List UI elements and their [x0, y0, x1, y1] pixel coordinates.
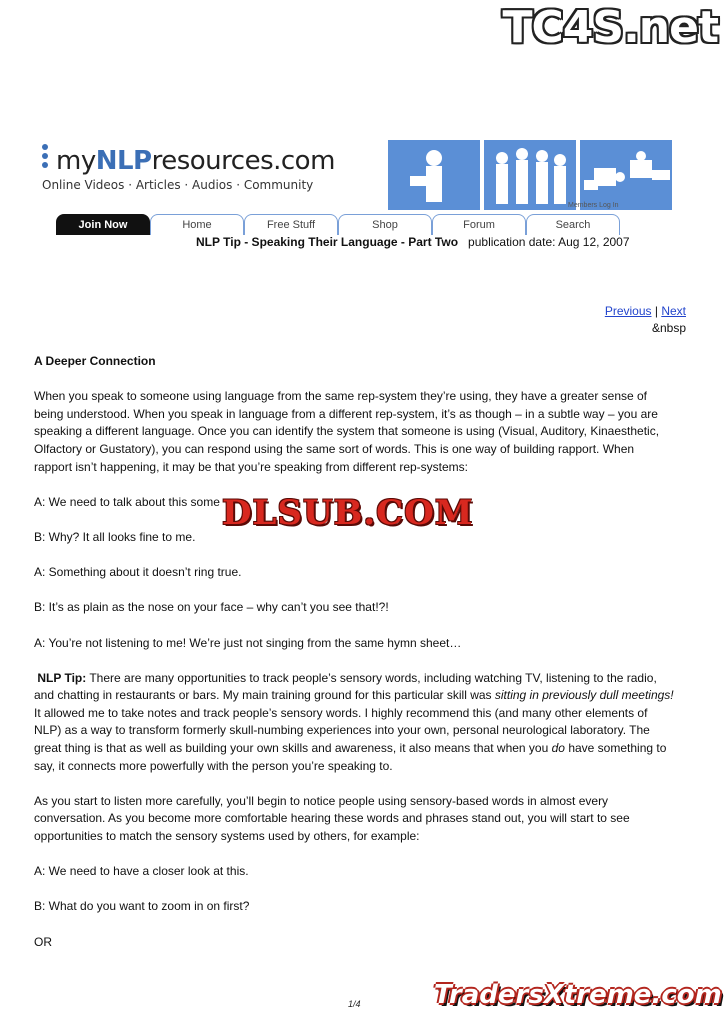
tab-home[interactable]: Home [150, 214, 244, 235]
example-line: B: What do you want to zoom in on first? [34, 899, 250, 914]
nav-bar [56, 214, 656, 236]
tab-search[interactable]: Search [526, 214, 620, 235]
tip-text-a: There are many opportunities to track people’s sensory words, including watching TV, listening to the radio, and chatting in restaurants or bars. My main training ground for this particular skill was [34, 670, 657, 703]
tip-italic: sitting in previously dull meetings! [494, 688, 674, 703]
article-body [34, 353, 674, 969]
dialogue-line: A: You’re not listening to me! We’re just not singing from the same hymn sheet… [34, 635, 462, 650]
tab-join-now[interactable]: Join Now [56, 214, 150, 235]
people-photo-1 [388, 140, 480, 210]
link-separator: | [654, 304, 658, 318]
tip-label: NLP Tip: [37, 670, 87, 685]
tip-text-b: It allowed me to take notes and track people’s sensory words. I highly recommend this (and many other elements of NLP) as a way to transform formerly skull-numbing experiences into your own, personal neurological laboratory. The great thing is that as well as building your own skills and awareness, it also means that when you [34, 705, 650, 756]
site-logo[interactable] [56, 146, 335, 176]
tip-do: do [551, 741, 565, 756]
or-text: OR [34, 934, 52, 949]
article-title-line [196, 235, 630, 249]
section-heading: A Deeper Connection [34, 354, 156, 368]
puzzle-photo [580, 140, 672, 210]
next-link[interactable]: Next [661, 304, 686, 318]
tab-free-stuff[interactable]: Free Stuff [244, 214, 338, 235]
members-login-link[interactable]: Members Log In [568, 202, 619, 209]
article-title: NLP Tip - Speaking Their Language - Part Two [196, 235, 459, 249]
nbsp-text: &nbsp [651, 321, 686, 335]
paragraph-listen: As you start to listen more carefully, you’ll begin to notice people using sensory-based words in almost every conversation. As you become more comfortable hearing these words and phrases stand out, you will start to see opportunities to match the sensory systems used by others, for example: [34, 793, 630, 844]
page-number: 1/4 [348, 999, 361, 1009]
dialogue-line: A: We need to talk about this some [34, 494, 220, 509]
example-line: A: We need to have a closer look at this. [34, 864, 249, 879]
dialogue-line: B: It’s as plain as the nose on your face – why can’t you see that!?! [34, 600, 389, 615]
dialogue-line: B: Why? It all looks fine to me. [34, 529, 196, 544]
logo-dots-icon [42, 144, 52, 174]
logo-prefix: my [56, 146, 96, 176]
tab-forum[interactable]: Forum [432, 214, 526, 235]
watermark-middle: DLSUB.COM [222, 493, 474, 533]
logo-suffix: resources.com [151, 146, 335, 176]
tip-text-c: have something to say, it connects more powerfully with the person you’re speaking to. [34, 741, 667, 773]
watermark-top: TC4S.net [502, 2, 718, 53]
dialogue-line: A: Something about it doesn’t ring true. [34, 565, 242, 580]
tab-shop[interactable]: Shop [338, 214, 432, 235]
publication-date: publication date: Aug 12, 2007 [468, 235, 630, 249]
people-photo-2 [484, 140, 576, 210]
nlp-tip-paragraph [34, 670, 674, 776]
paragraph-intro: When you speak to someone using language from the same rep-system they’re using, they have a greater sense of being understood. When you speak in language from a different rep-system, it’s as though – in a subtle way – you are speaking a different language. Once you can identify the system that someone is using (Visual, Auditory, Kinaesthetic, Olfactory or Gustatory), you can respond using the same sort of words. This is one way of building rapport. When rapport isn’t happening, it may be that you’re speaking from different rep-systems: [34, 389, 660, 474]
previous-link[interactable]: Previous [604, 304, 652, 318]
watermark-bottom: TradersXtreme.com [434, 980, 722, 1010]
logo-bold: NLP [95, 146, 152, 176]
site-tagline: Online Videos · Articles · Audios · Community [42, 178, 314, 192]
pagination-links [605, 303, 686, 337]
